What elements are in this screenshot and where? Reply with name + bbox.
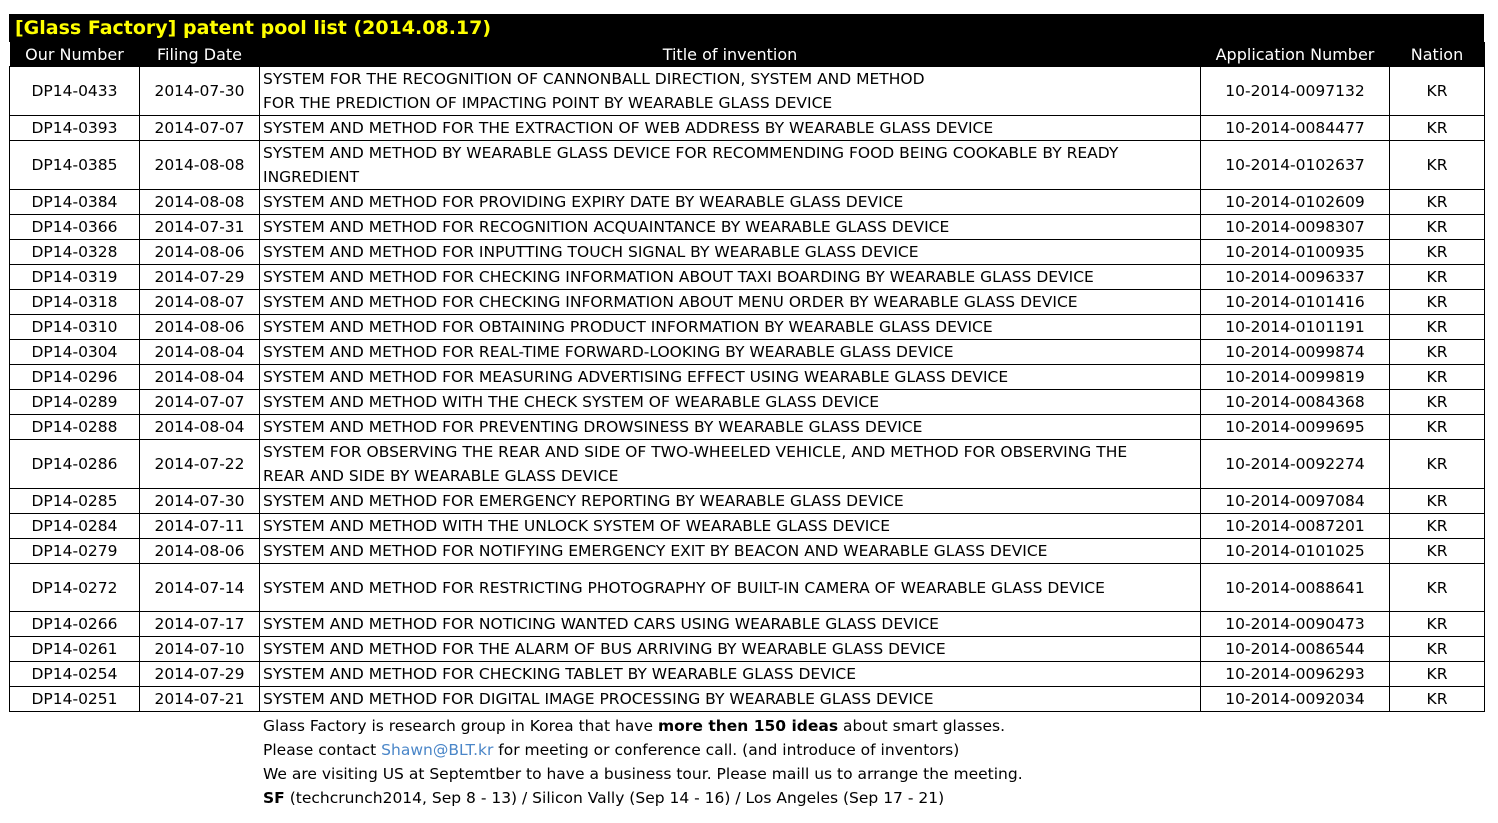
table-row: [10, 141, 1485, 190]
title-line: SYSTEM AND METHOD FOR RESTRICTING PHOTOGRAPHY OF BUILT-IN CAMERA OF WEARABLE GLASS DEVICE: [263, 578, 1105, 597]
table-row: [10, 190, 1485, 215]
filing-date-cell: 2014-08-07: [140, 290, 260, 315]
our-number-cell: DP14-0296: [10, 365, 140, 390]
application-number-cell: 10-2014-0090473: [1201, 612, 1390, 637]
title-line: SYSTEM AND METHOD FOR THE ALARM OF BUS ARRIVING BY WEARABLE GLASS DEVICE: [263, 640, 946, 658]
title-cell: [260, 440, 1201, 489]
our-number-cell: DP14-0328: [10, 240, 140, 265]
our-number-cell: DP14-0319: [10, 265, 140, 290]
title-line: SYSTEM FOR OBSERVING THE REAR AND SIDE OF TWO-WHEELED VEHICLE, AND METHOD FOR OBSERVING THE: [263, 443, 1128, 461]
table-row: [10, 514, 1485, 539]
table-row: [10, 489, 1485, 514]
filing-date-cell: 2014-08-06: [140, 539, 260, 564]
title-line: SYSTEM AND METHOD FOR PROVIDING EXPIRY DATE BY WEARABLE GLASS DEVICE: [263, 193, 904, 211]
title-line: FOR THE PREDICTION OF IMPACTING POINT BY WEARABLE GLASS DEVICE: [263, 94, 833, 112]
our-number-cell: DP14-0393: [10, 116, 140, 141]
our-number-cell: DP14-0251: [10, 687, 140, 712]
title-line: SYSTEM AND METHOD FOR RECOGNITION ACQUAINTANCE BY WEARABLE GLASS DEVICE: [263, 218, 950, 236]
table-row: [10, 340, 1485, 365]
application-number-cell: 10-2014-0102637: [1201, 141, 1390, 190]
ideas-count-highlight: more then 150 ideas: [657, 717, 839, 735]
table-row: [10, 612, 1485, 637]
filing-date-cell: 2014-07-31: [140, 215, 260, 240]
nation-cell: KR: [1390, 67, 1485, 116]
title-line: SYSTEM AND METHOD FOR EMERGENCY REPORTING BY WEARABLE GLASS DEVICE: [263, 492, 904, 510]
application-number-cell: 10-2014-0088641: [1201, 564, 1390, 612]
nation-cell: KR: [1390, 190, 1485, 215]
filing-date-cell: 2014-08-06: [140, 315, 260, 340]
table-row: [10, 662, 1485, 687]
header-title: Title of invention: [260, 42, 1201, 67]
nation-cell: KR: [1390, 315, 1485, 340]
title-cell: [260, 265, 1201, 290]
application-number-cell: 10-2014-0100935: [1201, 240, 1390, 265]
title-cell: [260, 340, 1201, 365]
title-line: SYSTEM AND METHOD WITH THE UNLOCK SYSTEM OF WEARABLE GLASS DEVICE: [263, 517, 890, 535]
application-number-cell: 10-2014-0102609: [1201, 190, 1390, 215]
nation-cell: KR: [1390, 489, 1485, 514]
nation-cell: KR: [1390, 240, 1485, 265]
title-line: SYSTEM AND METHOD FOR PREVENTING DROWSINESS BY WEARABLE GLASS DEVICE: [263, 418, 923, 436]
title-cell: [260, 67, 1201, 116]
footer-line-3: We are visiting US at Septemtber to have a business tour. Please maill us to arrange the meeting.: [263, 765, 1023, 783]
our-number-cell: DP14-0279: [10, 539, 140, 564]
title-line: SYSTEM AND METHOD FOR CHECKING TABLET BY WEARABLE GLASS DEVICE: [263, 665, 856, 683]
title-cell: [260, 240, 1201, 265]
title-line: REAR AND SIDE BY WEARABLE GLASS DEVICE: [263, 467, 619, 485]
title-line: SYSTEM AND METHOD FOR CHECKING INFORMATION ABOUT MENU ORDER BY WEARABLE GLASS DEVICE: [263, 293, 1078, 311]
application-number-cell: 10-2014-0092034: [1201, 687, 1390, 712]
our-number-cell: DP14-0285: [10, 489, 140, 514]
footer-text: (techcrunch2014, Sep 8 - 13) / Silicon Vally (Sep 14 - 16) / Los Angeles (Sep 17 - 21): [284, 789, 945, 807]
our-number-cell: DP14-0261: [10, 637, 140, 662]
footer-line-1: [263, 714, 1023, 738]
title-line: SYSTEM AND METHOD FOR MEASURING ADVERTISING EFFECT USING WEARABLE GLASS DEVICE: [263, 368, 1009, 386]
nation-cell: KR: [1390, 514, 1485, 539]
our-number-cell: DP14-0384: [10, 190, 140, 215]
title-line: SYSTEM AND METHOD FOR THE EXTRACTION OF WEB ADDRESS BY WEARABLE GLASS DEVICE: [263, 119, 994, 137]
title-cell: [260, 687, 1201, 712]
title-cell: [260, 390, 1201, 415]
application-number-cell: 10-2014-0097132: [1201, 67, 1390, 116]
table-row: [10, 290, 1485, 315]
application-number-cell: 10-2014-0099819: [1201, 365, 1390, 390]
nation-cell: KR: [1390, 265, 1485, 290]
our-number-cell: DP14-0433: [10, 67, 140, 116]
table-row: [10, 365, 1485, 390]
our-number-cell: DP14-0289: [10, 390, 140, 415]
title-line: SYSTEM AND METHOD BY WEARABLE GLASS DEVICE FOR RECOMMENDING FOOD BEING COOKABLE BY READY: [263, 144, 1119, 162]
title-line: SYSTEM AND METHOD FOR CHECKING INFORMATION ABOUT TAXI BOARDING BY WEARABLE GLASS DEVICE: [263, 268, 1094, 286]
header-nation: Nation: [1390, 42, 1485, 67]
our-number-cell: DP14-0286: [10, 440, 140, 489]
our-number-cell: DP14-0272: [10, 564, 140, 612]
title-cell: [260, 662, 1201, 687]
our-number-cell: DP14-0284: [10, 514, 140, 539]
application-number-cell: 10-2014-0084368: [1201, 390, 1390, 415]
application-number-cell: 10-2014-0099695: [1201, 415, 1390, 440]
title-cell: [260, 564, 1201, 612]
table-row: [10, 440, 1485, 489]
nation-cell: KR: [1390, 116, 1485, 141]
title-cell: [260, 637, 1201, 662]
nation-cell: KR: [1390, 340, 1485, 365]
application-number-cell: 10-2014-0087201: [1201, 514, 1390, 539]
table-row: [10, 539, 1485, 564]
our-number-cell: DP14-0304: [10, 340, 140, 365]
table-row: [10, 240, 1485, 265]
filing-date-cell: 2014-07-22: [140, 440, 260, 489]
filing-date-cell: 2014-07-17: [140, 612, 260, 637]
table-row: [10, 215, 1485, 240]
application-number-cell: 10-2014-0097084: [1201, 489, 1390, 514]
nation-cell: KR: [1390, 290, 1485, 315]
table-header-row: [10, 42, 1485, 67]
application-number-cell: 10-2014-0092274: [1201, 440, 1390, 489]
nation-cell: KR: [1390, 662, 1485, 687]
footer-text: about smart glasses.: [838, 717, 1006, 735]
table-row: [10, 315, 1485, 340]
sheet-title: [Glass Factory] patent pool list (2014.08.17): [9, 14, 1484, 42]
nation-cell: KR: [1390, 612, 1485, 637]
filing-date-cell: 2014-07-29: [140, 265, 260, 290]
our-number-cell: DP14-0385: [10, 141, 140, 190]
footer-line-4: [263, 786, 1023, 810]
title-cell: [260, 315, 1201, 340]
title-cell: [260, 190, 1201, 215]
filing-date-cell: 2014-08-04: [140, 365, 260, 390]
nation-cell: KR: [1390, 365, 1485, 390]
our-number-cell: DP14-0366: [10, 215, 140, 240]
footer-line-2: [263, 738, 1023, 762]
our-number-cell: DP14-0318: [10, 290, 140, 315]
title-line: SYSTEM AND METHOD FOR INPUTTING TOUCH SIGNAL BY WEARABLE GLASS DEVICE: [263, 243, 919, 261]
filing-date-cell: 2014-07-21: [140, 687, 260, 712]
application-number-cell: 10-2014-0101025: [1201, 539, 1390, 564]
application-number-cell: 10-2014-0096293: [1201, 662, 1390, 687]
nation-cell: KR: [1390, 687, 1485, 712]
header-our-number: Our Number: [10, 42, 140, 67]
footer-text: Glass Factory is research group in Korea that have: [263, 717, 658, 735]
title-line: SYSTEM AND METHOD FOR DIGITAL IMAGE PROCESSING BY WEARABLE GLASS DEVICE: [263, 690, 934, 708]
table-row: [10, 564, 1485, 612]
table-row: [10, 687, 1485, 712]
application-number-cell: 10-2014-0096337: [1201, 265, 1390, 290]
title-line: SYSTEM AND METHOD FOR OBTAINING PRODUCT INFORMATION BY WEARABLE GLASS DEVICE: [263, 318, 993, 336]
table-body: [10, 67, 1485, 712]
title-cell: [260, 612, 1201, 637]
footer-text: for meeting or conference call. (and introduce of inventors): [493, 741, 960, 759]
table-row: [10, 265, 1485, 290]
filing-date-cell: 2014-07-29: [140, 662, 260, 687]
nation-cell: KR: [1390, 637, 1485, 662]
filing-date-cell: 2014-08-04: [140, 340, 260, 365]
nation-cell: KR: [1390, 539, 1485, 564]
title-cell: [260, 215, 1201, 240]
title-line: SYSTEM AND METHOD WITH THE CHECK SYSTEM OF WEARABLE GLASS DEVICE: [263, 393, 880, 411]
patent-sheet: [9, 14, 1484, 712]
contact-email-link[interactable]: Shawn@BLT.kr: [381, 741, 494, 759]
title-cell: [260, 365, 1201, 390]
nation-cell: KR: [1390, 415, 1485, 440]
application-number-cell: 10-2014-0099874: [1201, 340, 1390, 365]
filing-date-cell: 2014-07-30: [140, 67, 260, 116]
filing-date-cell: 2014-08-08: [140, 190, 260, 215]
filing-date-cell: 2014-08-08: [140, 141, 260, 190]
title-cell: [260, 290, 1201, 315]
nation-cell: KR: [1390, 390, 1485, 415]
footer-notes: [263, 714, 1023, 810]
filing-date-cell: 2014-07-07: [140, 390, 260, 415]
filing-date-cell: 2014-08-06: [140, 240, 260, 265]
application-number-cell: 10-2014-0084477: [1201, 116, 1390, 141]
table-row: [10, 116, 1485, 141]
table-row: [10, 390, 1485, 415]
title-line: SYSTEM AND METHOD FOR NOTICING WANTED CARS USING WEARABLE GLASS DEVICE: [263, 615, 939, 633]
title-cell: [260, 489, 1201, 514]
our-number-cell: DP14-0254: [10, 662, 140, 687]
application-number-cell: 10-2014-0086544: [1201, 637, 1390, 662]
header-filing-date: Filing Date: [140, 42, 260, 67]
our-number-cell: DP14-0266: [10, 612, 140, 637]
nation-cell: KR: [1390, 564, 1485, 612]
filing-date-cell: 2014-07-30: [140, 489, 260, 514]
application-number-cell: 10-2014-0101416: [1201, 290, 1390, 315]
title-line: SYSTEM AND METHOD FOR REAL-TIME FORWARD-LOOKING BY WEARABLE GLASS DEVICE: [263, 343, 954, 361]
title-cell: [260, 415, 1201, 440]
title-line: INGREDIENT: [263, 168, 360, 186]
application-number-cell: 10-2014-0098307: [1201, 215, 1390, 240]
nation-cell: KR: [1390, 440, 1485, 489]
application-number-cell: 10-2014-0101191: [1201, 315, 1390, 340]
title-cell: [260, 539, 1201, 564]
our-number-cell: DP14-0310: [10, 315, 140, 340]
footer-text: Please contact: [263, 741, 382, 759]
title-line: SYSTEM FOR THE RECOGNITION OF CANNONBALL DIRECTION, SYSTEM AND METHOD: [263, 70, 925, 88]
filing-date-cell: 2014-07-11: [140, 514, 260, 539]
filing-date-cell: 2014-07-10: [140, 637, 260, 662]
nation-cell: KR: [1390, 141, 1485, 190]
title-cell: [260, 116, 1201, 141]
filing-date-cell: 2014-07-07: [140, 116, 260, 141]
sf-label: SF: [263, 789, 285, 807]
table-row: [10, 67, 1485, 116]
table-row: [10, 637, 1485, 662]
filing-date-cell: 2014-07-14: [140, 564, 260, 612]
title-cell: [260, 141, 1201, 190]
table-row: [10, 415, 1485, 440]
patent-table: [9, 42, 1485, 712]
filing-date-cell: 2014-08-04: [140, 415, 260, 440]
title-cell: [260, 514, 1201, 539]
title-line: SYSTEM AND METHOD FOR NOTIFYING EMERGENCY EXIT BY BEACON AND WEARABLE GLASS DEVICE: [263, 542, 1048, 560]
nation-cell: KR: [1390, 215, 1485, 240]
header-application-number: Application Number: [1201, 42, 1390, 67]
our-number-cell: DP14-0288: [10, 415, 140, 440]
